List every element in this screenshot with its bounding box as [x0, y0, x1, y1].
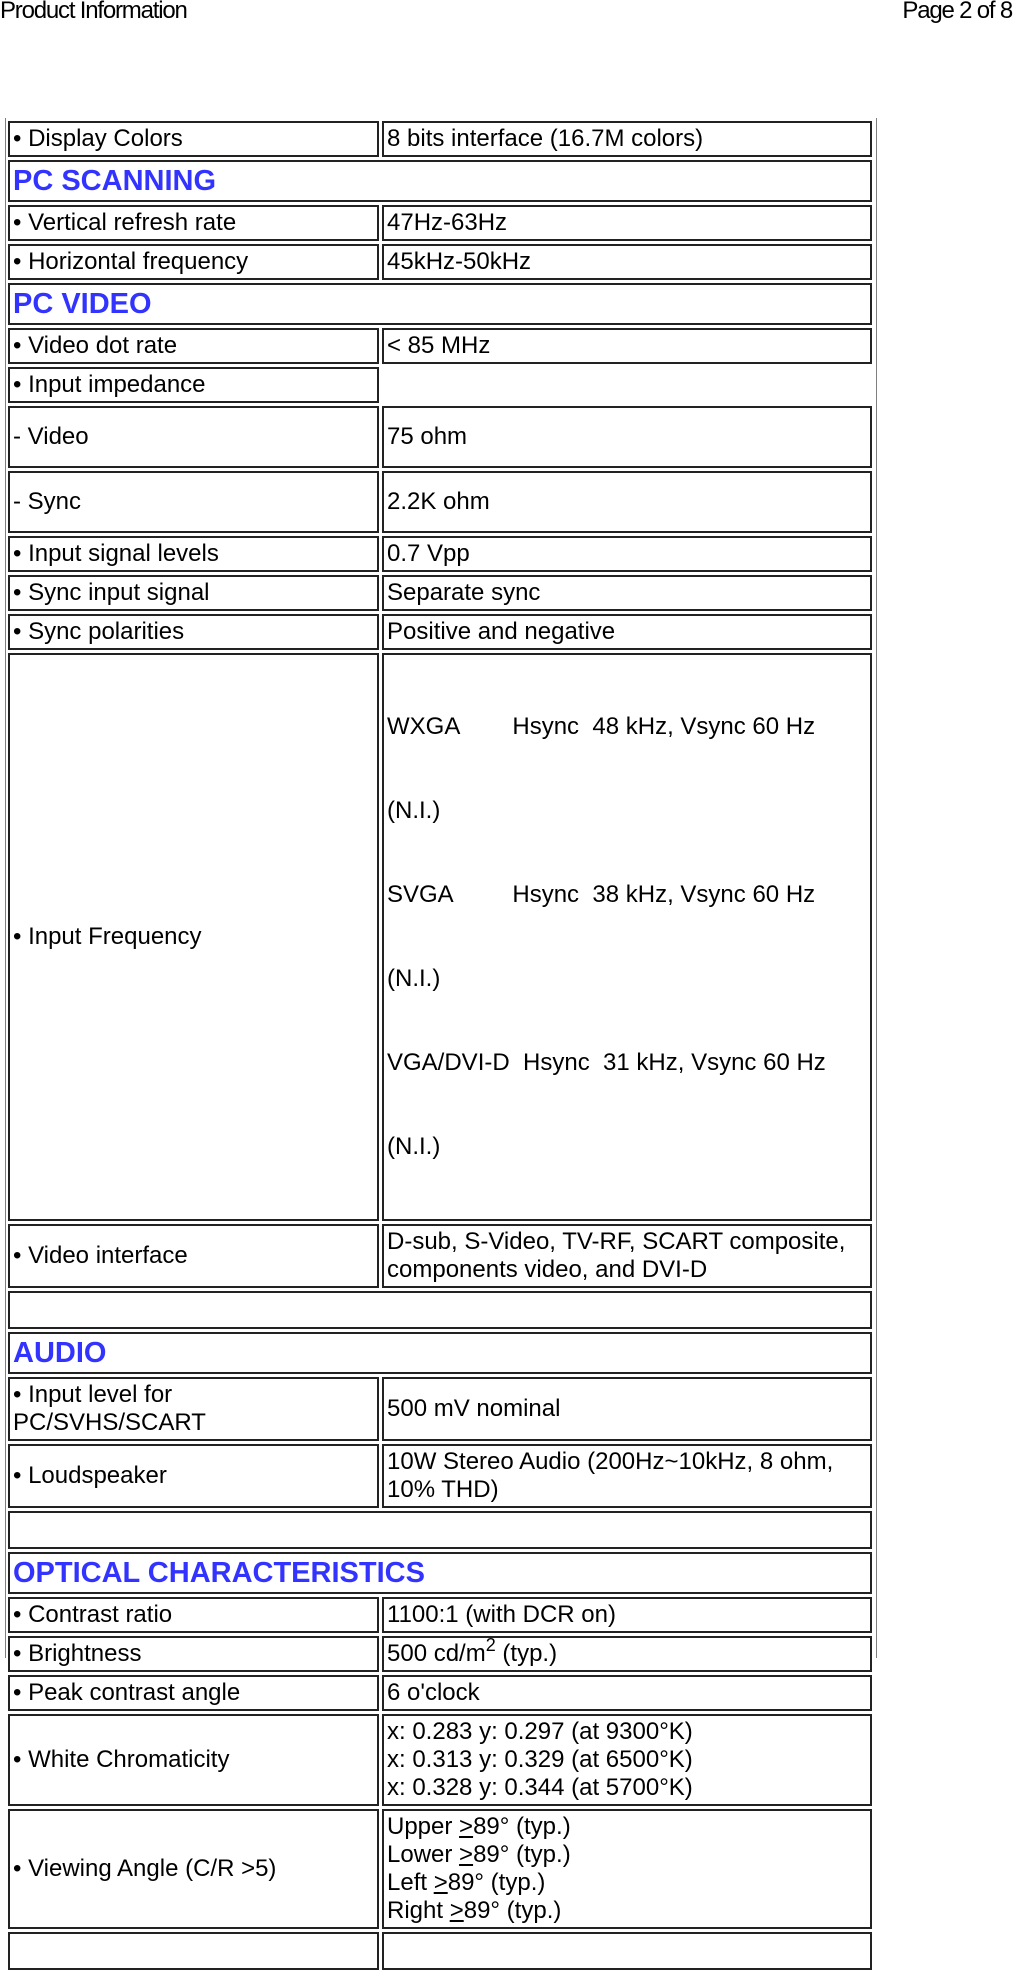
value-line: (N.I.): [387, 797, 441, 824]
table-row: [8, 1377, 872, 1441]
spec-value-empty: [382, 367, 872, 403]
value-line: SVGA Hsync 38 kHz, Vsync 60 Hz: [387, 881, 816, 908]
spec-value: 45kHz-50kHz: [382, 244, 872, 280]
spec-label: • Input Frequency: [8, 653, 379, 1221]
spec-label: • Sync input signal: [8, 575, 379, 611]
line-suffix: 89° (typ.): [463, 1897, 562, 1924]
section-title-pc-scanning: PC SCANNING: [8, 160, 872, 202]
ge-symbol: >: [459, 1841, 474, 1868]
spec-value: < 85 MHz: [382, 328, 872, 364]
table-row: [8, 1675, 872, 1711]
table-row: [8, 1636, 872, 1672]
value-line: [387, 1841, 867, 1869]
line-prefix: Lower: [387, 1841, 460, 1868]
spec-label: • White Chromaticity: [8, 1714, 379, 1806]
table-row: [8, 1809, 872, 1929]
table-row: [8, 536, 872, 572]
spec-label: • Brightness: [8, 1636, 379, 1672]
spec-value: Positive and negative: [382, 614, 872, 650]
table-row: [8, 1224, 872, 1288]
spec-label: • Vertical refresh rate: [8, 205, 379, 241]
spec-value: 47Hz-63Hz: [382, 205, 872, 241]
section-title-audio: AUDIO: [8, 1332, 872, 1374]
spec-label: • Input impedance: [8, 367, 379, 403]
page-number: Page 2 of 8: [902, 0, 1012, 24]
spec-label: • Sync polarities: [8, 614, 379, 650]
spec-label: • Contrast ratio: [8, 1597, 379, 1633]
ge-symbol: >: [433, 1869, 448, 1896]
empty-cell: [8, 1932, 379, 1970]
brightness-unit: (typ.): [495, 1640, 558, 1667]
table-row: [8, 205, 872, 241]
value-line: [387, 1869, 867, 1897]
value-line: 10% THD): [387, 1476, 499, 1503]
value-line: [387, 1897, 867, 1925]
value-line: D-sub, S-Video, TV-RF, SCART composite,: [387, 1228, 846, 1255]
spec-value: 1100:1 (with DCR on): [382, 1597, 872, 1633]
empty-cell: [8, 1511, 872, 1549]
section-row: [8, 1332, 872, 1374]
spec-label: • Video interface: [8, 1224, 379, 1288]
section-row: [8, 160, 872, 202]
value-line: 10W Stereo Audio (200Hz~10kHz, 8 ohm,: [387, 1448, 834, 1475]
spec-value: 75 ohm: [382, 406, 872, 468]
value-line: (N.I.): [387, 1133, 441, 1160]
spec-label: • Loudspeaker: [8, 1444, 379, 1508]
spec-value: 0.7 Vpp: [382, 536, 872, 572]
table-row: [8, 121, 872, 157]
table-row: [8, 406, 872, 468]
line-prefix: Upper: [387, 1813, 460, 1840]
spec-value: 2.2K ohm: [382, 471, 872, 533]
spec-value: [382, 1444, 872, 1508]
spec-value: [382, 1714, 872, 1806]
section-title-pc-video: PC VIDEO: [8, 283, 872, 325]
empty-row: [8, 1291, 872, 1329]
spec-value: 500 mV nominal: [382, 1377, 872, 1441]
header-title: Product Information: [0, 0, 187, 24]
table-row: [8, 614, 872, 650]
section-row: [8, 1552, 872, 1594]
spec-label: - Video: [8, 406, 379, 468]
table-row: [8, 1597, 872, 1633]
value-line: WXGA Hsync 48 kHz, Vsync 60 Hz: [387, 713, 816, 740]
value-line: x: 0.328 y: 0.344 (at 5700°K): [387, 1774, 693, 1801]
label-line: • Input level for: [13, 1381, 173, 1408]
brightness-value: 500 cd/m: [387, 1640, 486, 1667]
value-line: [387, 1813, 867, 1841]
spec-value: [382, 1224, 872, 1288]
line-prefix: Right: [387, 1897, 450, 1924]
value-line: (N.I.): [387, 965, 441, 992]
value-line: VGA/DVI-D Hsync 31 kHz, Vsync 60 Hz: [387, 1049, 826, 1076]
line-suffix: 89° (typ.): [473, 1841, 571, 1868]
line-suffix: 89° (typ.): [447, 1869, 546, 1896]
value-line: x: 0.283 y: 0.297 (at 9300°K): [387, 1718, 693, 1745]
table-row: [8, 1714, 872, 1806]
spec-value: [382, 1809, 872, 1929]
label-line: PC/SVHS/SCART: [13, 1409, 206, 1436]
superscript: 2: [485, 1635, 496, 1655]
spec-label: • Video dot rate: [8, 328, 379, 364]
table-row: [8, 1444, 872, 1508]
spec-label: [8, 1377, 379, 1441]
empty-cell: [8, 1291, 872, 1329]
line-prefix: Left: [387, 1869, 434, 1896]
spec-value: 6 o'clock: [382, 1675, 872, 1711]
spec-label: • Horizontal frequency: [8, 244, 379, 280]
section-title-optical: OPTICAL CHARACTERISTICS: [8, 1552, 872, 1594]
value-line: components video, and DVI-D: [387, 1256, 708, 1283]
spec-table: [5, 118, 875, 1973]
section-row: [8, 283, 872, 325]
spec-label: • Display Colors: [8, 121, 379, 157]
ge-symbol: >: [449, 1897, 464, 1924]
spec-label: - Sync: [8, 471, 379, 533]
table-row: [8, 244, 872, 280]
table-row: [8, 575, 872, 611]
table-row: [8, 367, 872, 403]
spec-value: [382, 1636, 872, 1672]
spec-label: • Peak contrast angle: [8, 1675, 379, 1711]
spec-label: • Viewing Angle (C/R >5): [8, 1809, 379, 1929]
line-suffix: 89° (typ.): [473, 1813, 571, 1840]
spec-value: [382, 653, 872, 1221]
empty-cell: [382, 1932, 872, 1970]
table-row: [8, 471, 872, 533]
spec-label: • Input signal levels: [8, 536, 379, 572]
empty-row: [8, 1511, 872, 1549]
table-row: [8, 1932, 872, 1970]
table-row: [8, 653, 872, 1221]
value-line: x: 0.313 y: 0.329 (at 6500°K): [387, 1746, 693, 1773]
spec-value: 8 bits interface (16.7M colors): [382, 121, 872, 157]
ge-symbol: >: [459, 1813, 474, 1840]
spec-value: Separate sync: [382, 575, 872, 611]
table-row: [8, 328, 872, 364]
